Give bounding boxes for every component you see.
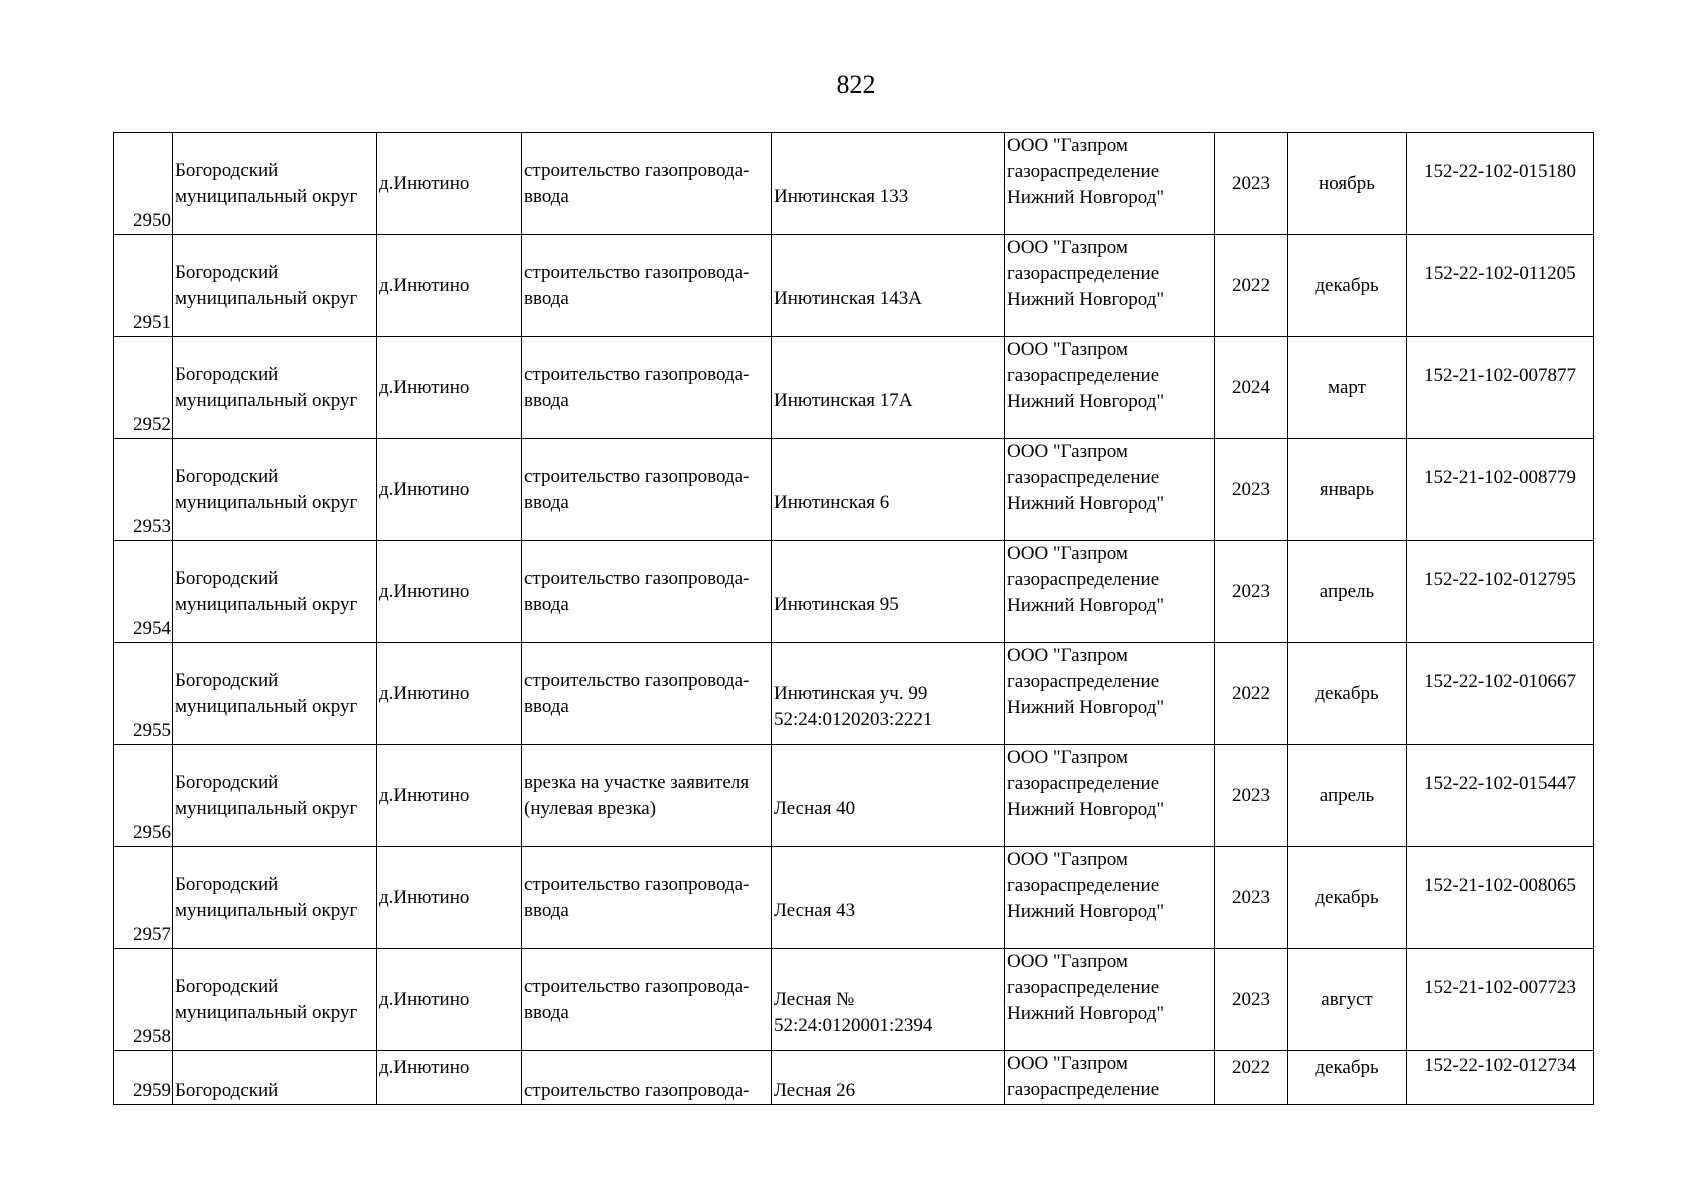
work-type-cell-line: строительство газопровода-	[524, 261, 750, 283]
locality-cell: д.Инютино	[377, 949, 522, 1051]
district-cell-line: Богородский	[175, 261, 279, 283]
month-cell: апрель	[1288, 745, 1407, 847]
month-cell: декабрь	[1288, 643, 1407, 745]
application-code-cell: 152-22-102-015447	[1407, 745, 1594, 847]
locality-cell: д.Инютино	[377, 847, 522, 949]
work-type-cell-line: ввода	[524, 593, 569, 615]
address-cell-line: Инютинская 133	[774, 185, 909, 207]
month-cell: август	[1288, 949, 1407, 1051]
organization-cell-line: ООО "Газпром	[1007, 645, 1128, 666]
organization-cell	[1005, 1051, 1215, 1105]
organization-cell	[1005, 643, 1215, 745]
locality-cell: д.Инютино	[377, 133, 522, 235]
month-cell: апрель	[1288, 541, 1407, 643]
district-cell-line: Богородский	[175, 159, 279, 181]
district-cell-line: Богородский	[175, 363, 279, 385]
organization-cell	[1005, 745, 1215, 847]
district-cell	[173, 847, 377, 949]
work-type-cell	[522, 337, 772, 439]
district-cell	[173, 1051, 377, 1105]
row-number: 2954	[114, 541, 173, 643]
district-cell-line: Богородский	[175, 465, 279, 487]
organization-cell	[1005, 337, 1215, 439]
address-cell-line: Лесная 26	[774, 1080, 856, 1101]
work-type-cell-line: строительство газопровода-	[524, 1080, 750, 1101]
application-code-cell: 152-21-102-007877	[1407, 337, 1594, 439]
organization-cell-line: Нижний Новгород"	[1007, 799, 1165, 820]
row-number: 2956	[114, 745, 173, 847]
work-type-cell	[522, 1051, 772, 1105]
address-cell	[772, 235, 1005, 337]
organization-cell-line: ООО "Газпром	[1007, 951, 1128, 972]
district-cell-line: Богородский	[175, 975, 279, 997]
application-code-cell: 152-22-102-012734	[1407, 1051, 1594, 1105]
address-cell	[772, 847, 1005, 949]
district-cell	[173, 133, 377, 235]
organization-cell-line: ООО "Газпром	[1007, 543, 1128, 564]
organization-cell	[1005, 541, 1215, 643]
address-cell-line: Инютинская 6	[774, 491, 890, 513]
organization-cell	[1005, 949, 1215, 1051]
month-cell: ноябрь	[1288, 133, 1407, 235]
address-cell-line: Инютинская 17А	[774, 389, 913, 411]
table-row	[114, 643, 1594, 745]
row-number: 2959	[114, 1051, 173, 1105]
address-cell-line: Лесная №	[774, 988, 855, 1010]
table-row	[114, 337, 1594, 439]
organization-cell-line: газораспределение	[1007, 773, 1160, 794]
address-cell	[772, 439, 1005, 541]
table-row	[114, 847, 1594, 949]
row-number: 2951	[114, 235, 173, 337]
work-type-cell	[522, 133, 772, 235]
organization-cell-line: газораспределение	[1007, 977, 1160, 998]
district-cell-line: муниципальный округ	[175, 491, 358, 513]
address-cell-line: 52:24:0120203:2221	[774, 708, 933, 730]
district-cell-line: муниципальный округ	[175, 185, 358, 207]
work-type-cell-line: строительство газопровода-	[524, 159, 750, 181]
organization-cell	[1005, 439, 1215, 541]
organization-cell	[1005, 847, 1215, 949]
address-cell	[772, 1051, 1005, 1105]
organization-cell-line: ООО "Газпром	[1007, 747, 1128, 768]
work-type-cell-line: строительство газопровода-	[524, 873, 750, 895]
address-cell-line: Инютинская уч. 99	[774, 682, 928, 704]
organization-cell-line: газораспределение	[1007, 875, 1160, 896]
application-code-cell: 152-22-102-010667	[1407, 643, 1594, 745]
district-cell-line: муниципальный округ	[175, 389, 358, 411]
work-type-cell	[522, 643, 772, 745]
work-type-cell	[522, 235, 772, 337]
organization-cell-line: газораспределение	[1007, 263, 1160, 284]
organization-cell-line: Нижний Новгород"	[1007, 391, 1165, 412]
district-cell-line: муниципальный округ	[175, 593, 358, 615]
district-cell-line: Богородский	[175, 567, 279, 589]
application-code-cell: 152-22-102-012795	[1407, 541, 1594, 643]
district-cell	[173, 949, 377, 1051]
locality-cell: д.Инютино	[377, 439, 522, 541]
locality-cell: д.Инютино	[377, 337, 522, 439]
district-cell-line: муниципальный округ	[175, 1001, 358, 1023]
work-type-cell-line: врезка на участке заявителя	[524, 771, 750, 793]
organization-cell-line: Нижний Новгород"	[1007, 595, 1165, 616]
table-row	[114, 541, 1594, 643]
district-cell	[173, 235, 377, 337]
work-type-cell	[522, 949, 772, 1051]
organization-cell-line: ООО "Газпром	[1007, 135, 1128, 156]
table-row	[114, 745, 1594, 847]
table-body	[114, 133, 1594, 1105]
year-cell: 2022	[1215, 1051, 1288, 1105]
application-code-cell: 152-21-102-007723	[1407, 949, 1594, 1051]
month-cell: декабрь	[1288, 1051, 1407, 1105]
work-type-cell-line: строительство газопровода-	[524, 975, 750, 997]
row-number: 2953	[114, 439, 173, 541]
month-cell: декабрь	[1288, 847, 1407, 949]
month-cell: январь	[1288, 439, 1407, 541]
table-row	[114, 235, 1594, 337]
district-cell-line: Богородский	[175, 873, 279, 895]
district-cell	[173, 439, 377, 541]
year-cell: 2023	[1215, 745, 1288, 847]
address-cell-line: Лесная 43	[774, 899, 856, 921]
work-type-cell-line: ввода	[524, 389, 569, 411]
year-cell: 2023	[1215, 949, 1288, 1051]
page-number: 822	[836, 70, 876, 99]
organization-cell-line: Нижний Новгород"	[1007, 289, 1165, 310]
table-row	[114, 133, 1594, 235]
organization-cell-line: ООО "Газпром	[1007, 1053, 1128, 1074]
organization-cell	[1005, 235, 1215, 337]
district-cell	[173, 745, 377, 847]
organization-cell-line: ООО "Газпром	[1007, 849, 1128, 870]
organization-cell-line: ООО "Газпром	[1007, 237, 1128, 258]
address-cell	[772, 133, 1005, 235]
locality-cell: д.Инютино	[377, 235, 522, 337]
work-type-cell-line: ввода	[524, 1001, 569, 1023]
work-type-cell-line: строительство газопровода-	[524, 465, 750, 487]
table-row	[114, 439, 1594, 541]
year-cell: 2023	[1215, 439, 1288, 541]
district-cell-line: муниципальный округ	[175, 899, 358, 921]
row-number: 2952	[114, 337, 173, 439]
organization-cell-line: Нижний Новгород"	[1007, 1003, 1165, 1024]
work-type-cell	[522, 439, 772, 541]
district-cell-line: муниципальный округ	[175, 695, 358, 717]
address-cell-line: Инютинская 143А	[774, 287, 922, 309]
organization-cell-line: газораспределение	[1007, 671, 1160, 692]
district-cell-line: Богородский	[175, 771, 279, 793]
month-cell: декабрь	[1288, 235, 1407, 337]
row-number: 2955	[114, 643, 173, 745]
month-cell: март	[1288, 337, 1407, 439]
organization-cell-line: ООО "Газпром	[1007, 441, 1128, 462]
table-row	[114, 1051, 1594, 1105]
work-type-cell-line: ввода	[524, 899, 569, 921]
work-type-cell-line: ввода	[524, 287, 569, 309]
work-type-cell-line: строительство газопровода-	[524, 669, 750, 691]
locality-cell: д.Инютино	[377, 1051, 522, 1105]
application-code-cell: 152-22-102-011205	[1407, 235, 1594, 337]
year-cell: 2022	[1215, 643, 1288, 745]
district-cell-line: муниципальный округ	[175, 287, 358, 309]
organization-cell-line: газораспределение	[1007, 467, 1160, 488]
organization-cell-line: Нижний Новгород"	[1007, 901, 1165, 922]
table-row	[114, 949, 1594, 1051]
year-cell: 2022	[1215, 235, 1288, 337]
row-number: 2957	[114, 847, 173, 949]
work-type-cell	[522, 541, 772, 643]
work-type-cell	[522, 847, 772, 949]
application-code-cell: 152-21-102-008065	[1407, 847, 1594, 949]
gas-connection-registry-table	[113, 132, 1594, 1105]
year-cell: 2024	[1215, 337, 1288, 439]
organization-cell-line: газораспределение	[1007, 365, 1160, 386]
district-cell-line: Богородский	[175, 1080, 279, 1101]
work-type-cell	[522, 745, 772, 847]
application-code-cell: 152-22-102-015180	[1407, 133, 1594, 235]
organization-cell-line: Нижний Новгород"	[1007, 493, 1165, 514]
organization-cell-line: ООО "Газпром	[1007, 339, 1128, 360]
organization-cell-line: газораспределение	[1007, 161, 1160, 182]
address-cell	[772, 949, 1005, 1051]
work-type-cell-line: ввода	[524, 491, 569, 513]
address-cell-line: Инютинская 95	[774, 593, 899, 615]
address-cell-line: Лесная 40	[774, 797, 856, 819]
district-cell	[173, 643, 377, 745]
locality-cell: д.Инютино	[377, 745, 522, 847]
district-cell-line: Богородский	[175, 669, 279, 691]
organization-cell	[1005, 133, 1215, 235]
district-cell-line: муниципальный округ	[175, 797, 358, 819]
work-type-cell-line: строительство газопровода-	[524, 567, 750, 589]
work-type-cell-line: (нулевая врезка)	[524, 797, 657, 819]
address-cell	[772, 745, 1005, 847]
organization-cell-line: газораспределение	[1007, 569, 1160, 590]
row-number: 2958	[114, 949, 173, 1051]
locality-cell: д.Инютино	[377, 541, 522, 643]
organization-cell-line: Нижний Новгород"	[1007, 187, 1165, 208]
address-cell-line: 52:24:0120001:2394	[774, 1014, 933, 1036]
locality-cell: д.Инютино	[377, 643, 522, 745]
work-type-cell-line: ввода	[524, 695, 569, 717]
year-cell: 2023	[1215, 541, 1288, 643]
application-code-cell: 152-21-102-008779	[1407, 439, 1594, 541]
work-type-cell-line: строительство газопровода-	[524, 363, 750, 385]
district-cell	[173, 337, 377, 439]
row-number: 2950	[114, 133, 173, 235]
address-cell	[772, 541, 1005, 643]
year-cell: 2023	[1215, 133, 1288, 235]
district-cell	[173, 541, 377, 643]
year-cell: 2023	[1215, 847, 1288, 949]
address-cell	[772, 337, 1005, 439]
organization-cell-line: газораспределение	[1007, 1079, 1160, 1100]
address-cell	[772, 643, 1005, 745]
organization-cell-line: Нижний Новгород"	[1007, 697, 1165, 718]
work-type-cell-line: ввода	[524, 185, 569, 207]
